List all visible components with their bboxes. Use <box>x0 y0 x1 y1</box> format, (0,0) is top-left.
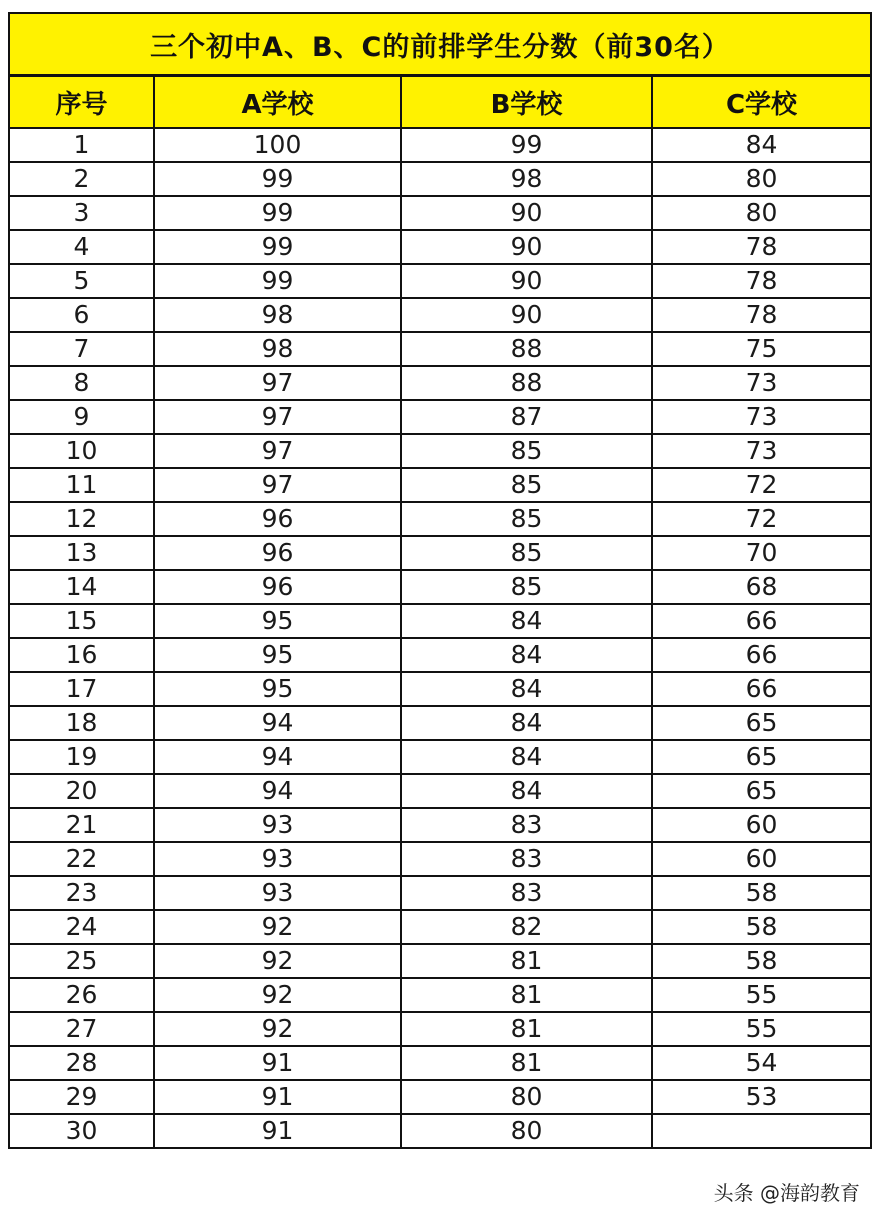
cell-school-c: 58 <box>652 910 871 944</box>
cell-school-b: 81 <box>401 1046 652 1080</box>
cell-index: 16 <box>9 638 154 672</box>
cell-school-c: 73 <box>652 434 871 468</box>
table-row <box>9 536 871 570</box>
cell-school-b: 81 <box>401 944 652 978</box>
cell-index: 9 <box>9 400 154 434</box>
cell-school-a: 91 <box>154 1080 401 1114</box>
cell-index: 8 <box>9 366 154 400</box>
cell-school-b: 88 <box>401 366 652 400</box>
cell-school-c: 70 <box>652 536 871 570</box>
cell-school-b: 88 <box>401 332 652 366</box>
cell-school-c: 58 <box>652 876 871 910</box>
header-school-a: A学校 <box>154 76 401 129</box>
cell-index: 25 <box>9 944 154 978</box>
cell-school-b: 84 <box>401 706 652 740</box>
cell-school-c: 60 <box>652 808 871 842</box>
cell-school-c: 80 <box>652 162 871 196</box>
table-body <box>9 128 871 1148</box>
cell-school-c: 53 <box>652 1080 871 1114</box>
cell-index: 30 <box>9 1114 154 1148</box>
cell-index: 6 <box>9 298 154 332</box>
cell-school-c: 58 <box>652 944 871 978</box>
cell-index: 24 <box>9 910 154 944</box>
cell-school-b: 82 <box>401 910 652 944</box>
table-row <box>9 808 871 842</box>
cell-school-c: 78 <box>652 298 871 332</box>
cell-school-a: 91 <box>154 1046 401 1080</box>
cell-index: 29 <box>9 1080 154 1114</box>
cell-school-c: 73 <box>652 366 871 400</box>
table-row <box>9 502 871 536</box>
cell-school-a: 96 <box>154 502 401 536</box>
cell-school-c: 65 <box>652 774 871 808</box>
cell-school-c <box>652 1114 871 1148</box>
cell-index: 28 <box>9 1046 154 1080</box>
cell-school-a: 95 <box>154 672 401 706</box>
cell-school-b: 85 <box>401 468 652 502</box>
cell-school-b: 85 <box>401 502 652 536</box>
cell-school-b: 90 <box>401 196 652 230</box>
cell-index: 17 <box>9 672 154 706</box>
table-row <box>9 638 871 672</box>
table-row <box>9 1080 871 1114</box>
cell-school-a: 99 <box>154 196 401 230</box>
header-index: 序号 <box>9 76 154 129</box>
cell-school-a: 97 <box>154 400 401 434</box>
cell-school-a: 93 <box>154 876 401 910</box>
cell-index: 21 <box>9 808 154 842</box>
cell-school-b: 84 <box>401 604 652 638</box>
cell-school-a: 100 <box>154 128 401 162</box>
table-row <box>9 1114 871 1148</box>
header-school-c: C学校 <box>652 76 871 129</box>
table-row <box>9 978 871 1012</box>
cell-school-a: 96 <box>154 536 401 570</box>
cell-school-b: 80 <box>401 1114 652 1148</box>
cell-school-b: 84 <box>401 638 652 672</box>
cell-school-c: 54 <box>652 1046 871 1080</box>
cell-school-a: 92 <box>154 1012 401 1046</box>
cell-school-b: 87 <box>401 400 652 434</box>
cell-school-a: 92 <box>154 910 401 944</box>
table-row <box>9 162 871 196</box>
cell-school-b: 83 <box>401 808 652 842</box>
cell-school-c: 84 <box>652 128 871 162</box>
cell-index: 14 <box>9 570 154 604</box>
cell-school-a: 95 <box>154 604 401 638</box>
cell-school-a: 95 <box>154 638 401 672</box>
cell-school-b: 83 <box>401 876 652 910</box>
cell-school-c: 73 <box>652 400 871 434</box>
cell-school-c: 72 <box>652 502 871 536</box>
cell-school-a: 91 <box>154 1114 401 1148</box>
cell-school-b: 84 <box>401 672 652 706</box>
cell-school-c: 66 <box>652 638 871 672</box>
cell-school-b: 80 <box>401 1080 652 1114</box>
table-row <box>9 298 871 332</box>
cell-index: 22 <box>9 842 154 876</box>
cell-school-b: 84 <box>401 740 652 774</box>
table-row <box>9 672 871 706</box>
cell-index: 18 <box>9 706 154 740</box>
cell-index: 26 <box>9 978 154 1012</box>
cell-school-b: 81 <box>401 1012 652 1046</box>
table-row <box>9 1012 871 1046</box>
table-title: 三个初中A、B、C的前排学生分数（前30名） <box>9 13 871 76</box>
cell-school-a: 99 <box>154 230 401 264</box>
cell-index: 5 <box>9 264 154 298</box>
header-row <box>9 76 871 129</box>
cell-school-a: 97 <box>154 366 401 400</box>
cell-school-b: 85 <box>401 570 652 604</box>
cell-school-a: 97 <box>154 434 401 468</box>
table-row <box>9 468 871 502</box>
cell-school-a: 98 <box>154 298 401 332</box>
cell-school-c: 55 <box>652 1012 871 1046</box>
cell-school-c: 78 <box>652 230 871 264</box>
cell-school-b: 83 <box>401 842 652 876</box>
cell-index: 4 <box>9 230 154 264</box>
cell-school-a: 99 <box>154 264 401 298</box>
cell-school-b: 84 <box>401 774 652 808</box>
cell-school-b: 81 <box>401 978 652 1012</box>
table-row <box>9 128 871 162</box>
cell-index: 13 <box>9 536 154 570</box>
cell-index: 27 <box>9 1012 154 1046</box>
table-row <box>9 774 871 808</box>
cell-school-c: 55 <box>652 978 871 1012</box>
cell-school-b: 90 <box>401 298 652 332</box>
table-row <box>9 400 871 434</box>
table-row <box>9 604 871 638</box>
cell-school-a: 94 <box>154 774 401 808</box>
cell-school-c: 72 <box>652 468 871 502</box>
table-row <box>9 264 871 298</box>
cell-school-c: 66 <box>652 672 871 706</box>
cell-school-b: 90 <box>401 264 652 298</box>
cell-index: 23 <box>9 876 154 910</box>
cell-school-b: 98 <box>401 162 652 196</box>
cell-school-a: 92 <box>154 944 401 978</box>
cell-school-c: 66 <box>652 604 871 638</box>
cell-index: 2 <box>9 162 154 196</box>
cell-school-c: 60 <box>652 842 871 876</box>
cell-school-c: 65 <box>652 706 871 740</box>
cell-school-a: 92 <box>154 978 401 1012</box>
table-row <box>9 230 871 264</box>
table-row <box>9 366 871 400</box>
cell-school-c: 80 <box>652 196 871 230</box>
cell-index: 1 <box>9 128 154 162</box>
cell-school-b: 90 <box>401 230 652 264</box>
cell-school-a: 94 <box>154 706 401 740</box>
cell-index: 12 <box>9 502 154 536</box>
cell-school-c: 78 <box>652 264 871 298</box>
table-row <box>9 570 871 604</box>
table-row <box>9 332 871 366</box>
scores-table <box>8 12 872 1149</box>
table-row <box>9 842 871 876</box>
cell-index: 20 <box>9 774 154 808</box>
cell-school-a: 98 <box>154 332 401 366</box>
cell-school-a: 97 <box>154 468 401 502</box>
table-row <box>9 876 871 910</box>
cell-index: 11 <box>9 468 154 502</box>
cell-school-a: 99 <box>154 162 401 196</box>
cell-index: 3 <box>9 196 154 230</box>
cell-index: 15 <box>9 604 154 638</box>
cell-school-a: 96 <box>154 570 401 604</box>
cell-index: 10 <box>9 434 154 468</box>
cell-school-c: 68 <box>652 570 871 604</box>
watermark: 头条 @海韵教育 <box>710 1177 864 1206</box>
cell-school-a: 93 <box>154 842 401 876</box>
table-row <box>9 706 871 740</box>
cell-school-b: 85 <box>401 434 652 468</box>
cell-school-b: 85 <box>401 536 652 570</box>
table-row <box>9 196 871 230</box>
title-row <box>9 13 871 76</box>
cell-school-b: 99 <box>401 128 652 162</box>
table-row <box>9 740 871 774</box>
cell-school-a: 94 <box>154 740 401 774</box>
cell-index: 7 <box>9 332 154 366</box>
cell-index: 19 <box>9 740 154 774</box>
table-row <box>9 910 871 944</box>
table-row <box>9 944 871 978</box>
cell-school-c: 75 <box>652 332 871 366</box>
cell-school-a: 93 <box>154 808 401 842</box>
table-row <box>9 1046 871 1080</box>
header-school-b: B学校 <box>401 76 652 129</box>
cell-school-c: 65 <box>652 740 871 774</box>
table-row <box>9 434 871 468</box>
